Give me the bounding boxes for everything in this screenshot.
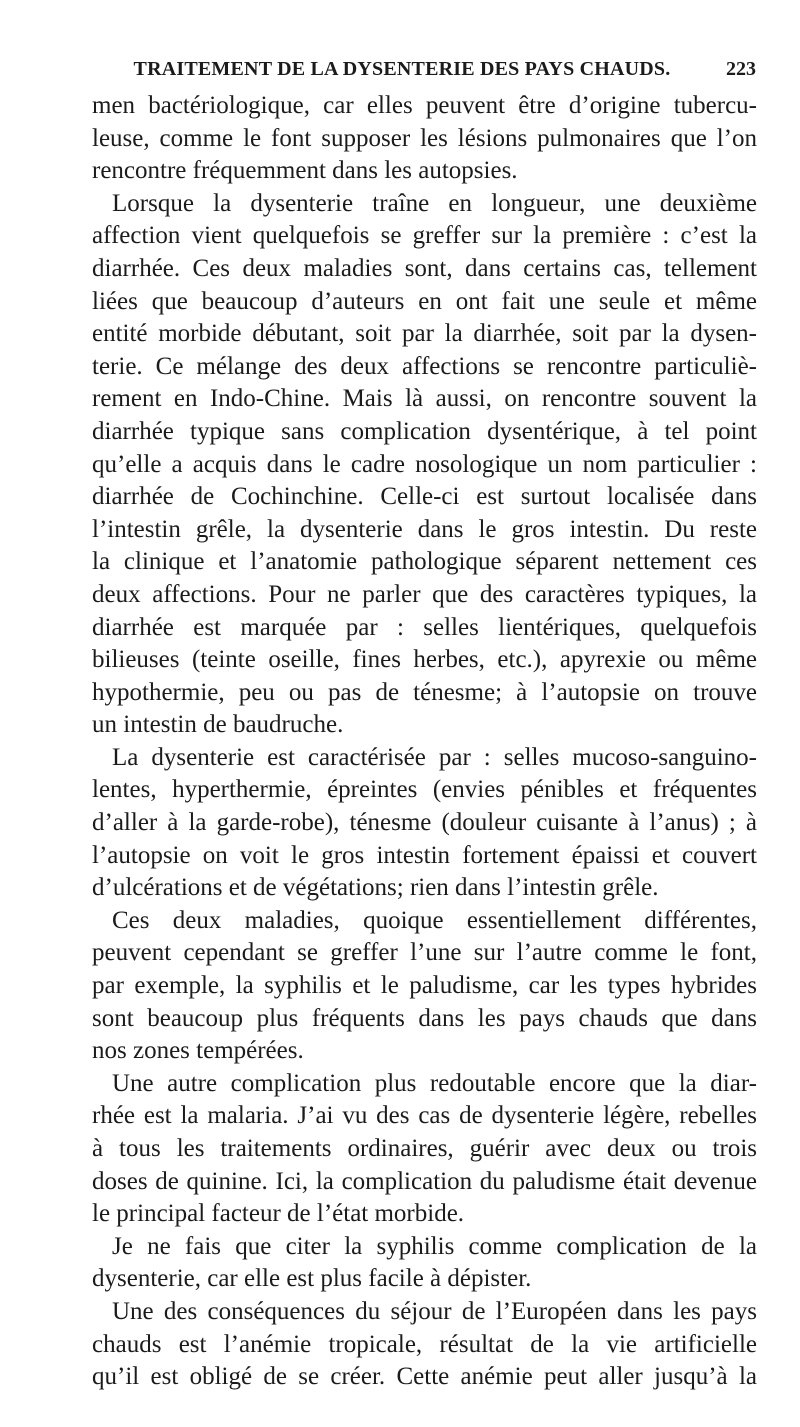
text-line: le principal facteur de l’état morbide. <box>92 1200 465 1228</box>
text-line: Ces deux maladies, quoique essentiellement différentes, <box>112 906 757 934</box>
text-line: qu’il est obligé de se créer. Cette anémie peut aller jusqu’à la <box>92 1363 757 1391</box>
text-line: diarrhée est marquée par : selles lientériques, quelquefois <box>92 613 757 641</box>
text-line: un intestin de baudruche. <box>92 711 344 739</box>
text-line: affection vient quelquefois se greffer sur la première : c’est la <box>92 222 757 250</box>
text-line: à tous les traitements ordinaires, guérir avec deux ou trois <box>92 1135 757 1162</box>
text-line: qu’elle a acquis dans le cadre nosologique un nom particulier : <box>92 450 757 478</box>
text-line: doses de quinine. Ici, la complication du paludisme était devenue <box>92 1167 757 1195</box>
text-line: rhée est la malaria. J’ai vu des cas de dysenterie légère, rebelles <box>92 1102 757 1130</box>
text-line: d’ulcérations et de végétations; rien dans l’intestin grêle. <box>92 874 659 902</box>
paragraph <box>92 1296 757 1394</box>
text-line: l’autopsie on voit le gros intestin fortement épaissi et couvert <box>92 841 757 869</box>
text-line: deux affections. Pour ne parler que des caractères typiques, la <box>92 580 757 608</box>
text-line: dysenterie, car elle est plus facile à dépister. <box>92 1265 532 1293</box>
text-line: terie. Ce mélange des deux affections se rencontre particuliè- <box>92 352 757 380</box>
text-line: peuvent cependant se greffer l’une sur l’autre comme le font, <box>92 939 757 967</box>
text-line: liées que beaucoup d’auteurs en ont fait une seule et même <box>92 287 757 315</box>
paragraph <box>92 188 757 742</box>
paragraph <box>92 742 757 905</box>
text-line: bilieuses (teinte oseille, fines herbes, etc.), apyrexie ou même <box>92 646 757 674</box>
text-line: Je ne fais que citer la syphilis comme complication de la <box>112 1232 757 1260</box>
text-line: entité morbide débutant, soit par la diarrhée, soit par la dysen- <box>92 320 757 348</box>
text-line: d’aller à la garde-robe), ténesme (douleur cuisante à l’anus) ; à <box>92 809 757 837</box>
text-line: sont beaucoup plus fréquents dans les pays chauds que dans <box>92 1004 757 1032</box>
text-line: lentes, hyperthermie, épreintes (envies pénibles et fréquentes <box>92 776 757 804</box>
text-line: nos zones tempérées. <box>92 1037 304 1065</box>
text-line: la clinique et l’anatomie pathologique séparent nettement ces <box>92 548 757 576</box>
body-text <box>92 90 757 1394</box>
running-header <box>92 58 756 90</box>
text-line: diarrhée de Cochinchine. Celle-ci est surtout localisée dans <box>92 483 757 511</box>
text-line: diarrhée typique sans complication dysentérique, à tel point <box>92 417 757 445</box>
paragraph <box>92 1068 757 1231</box>
text-line: men bactériologique, car elles peuvent être d’origine tubercu- <box>92 92 757 119</box>
text-line: Lorsque la dysenterie traîne en longueur, une deuxième <box>112 189 757 217</box>
text-line: rencontre fréquemment dans les autopsies. <box>92 157 518 185</box>
text-line: diarrhée. Ces deux maladies sont, dans certains cas, tellement <box>92 254 757 282</box>
page-number: 223 <box>726 58 756 80</box>
text-line: rement en Indo-Chine. Mais là aussi, on rencontre souvent la <box>92 385 757 413</box>
paragraph <box>92 1231 757 1296</box>
running-title: TRAITEMENT DE LA DYSENTERIE DES PAYS CHAUDS. <box>133 58 671 80</box>
text-line: l’intestin grêle, la dysenterie dans le gros intestin. Du reste <box>92 515 757 543</box>
text-line: chauds est l’anémie tropicale, résultat de la vie artificielle <box>92 1330 757 1358</box>
text-line: Une des conséquences du séjour de l’Européen dans les pays <box>112 1297 757 1325</box>
text-line: Une autre complication plus redoutable encore que la diar- <box>112 1069 757 1097</box>
text-line: La dysenterie est caractérisée par : selles mucoso-sanguino- <box>112 743 757 771</box>
text-line: par exemple, la syphilis et le paludisme, car les types hybrides <box>92 972 757 1000</box>
paragraph <box>92 90 757 188</box>
text-line: hypothermie, peu ou pas de ténesme; à l’autopsie on trouve <box>92 678 757 706</box>
text-line: leuse, comme le font supposer les lésions pulmonaires que l’on <box>92 124 757 152</box>
paragraph <box>92 905 757 1068</box>
